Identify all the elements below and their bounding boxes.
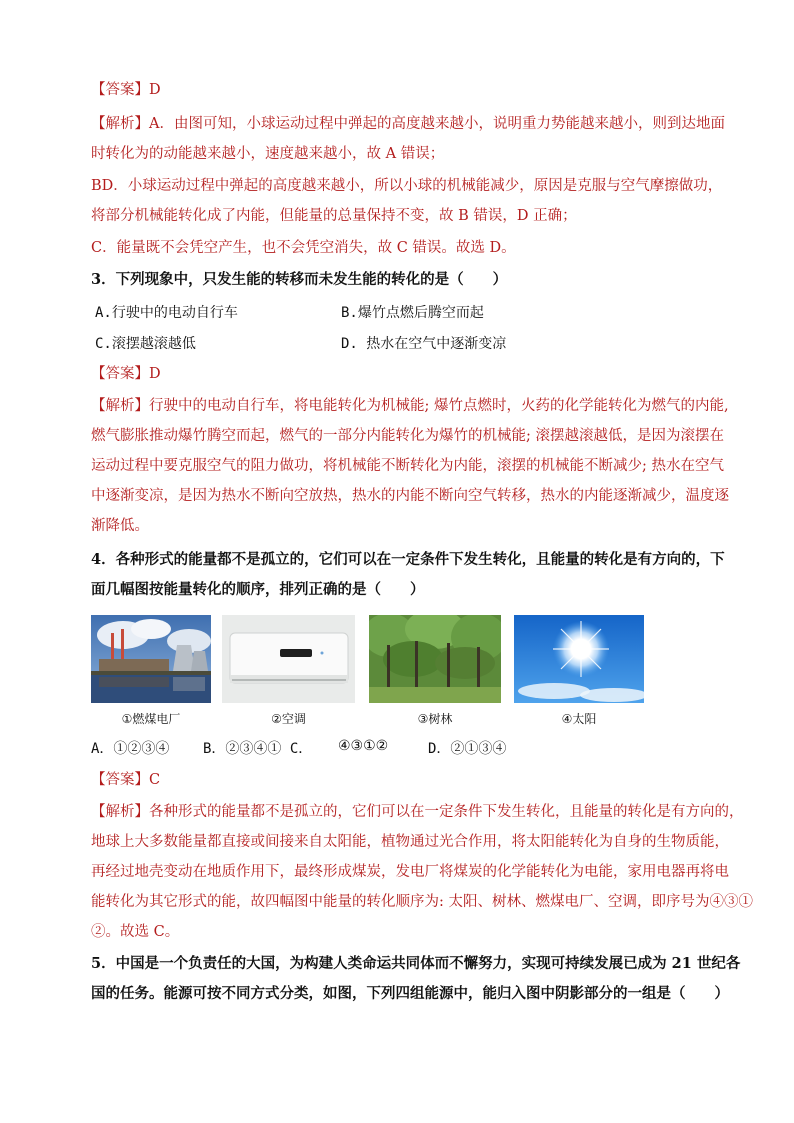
q4-analysis-line-4: 能转化为其它形式的能，故四幅图中能量的转化顺序为: 太阳、树林、燃煤电厂、空调，即序号为④③① — [91, 894, 753, 910]
q3-option-b: B.爆竹点燃后腾空而起 — [341, 305, 484, 321]
q4-option-d: D．②①③④ — [428, 741, 507, 757]
q4-analysis-line-1: 【解析】各种形式的能量都不是孤立的，它们可以在一定条件下发生转化，且能量的转化是有方向的， — [91, 804, 744, 820]
caption-power-plant: ①燃煤电厂 — [121, 712, 181, 726]
q2-analysis-line-4: 将部分机械能转化成了内能，但能量的总量保持不变，故 B 错误，D 正确； — [91, 208, 577, 224]
q4-analysis-line-2: 地球上大多数能量都直接或间接来自太阳能，植物通过光合作用，将太阳能转化为自身的生物质能， — [91, 834, 729, 850]
q5-stem-line-1: 5．中国是一个负责任的大国，为构建人类命运共同体而不懈努力，实现可持续发展已成为 21 世纪各 — [91, 955, 741, 972]
q3-option-a: A.行驶中的电动自行车 — [95, 305, 238, 321]
q4-option-a: A．①②③④ — [91, 741, 170, 757]
q4-analysis-line-3: 再经过地壳变动在地质作用下，最终形成煤炭，发电厂将煤炭的化学能转化为电能，家用电器再将电 — [91, 864, 729, 880]
q4-figure-row — [91, 615, 651, 725]
forest-image — [369, 615, 501, 703]
q3-stem: 3．下列现象中，只发生能的转移而未发生能的转化的是（ ） — [91, 271, 508, 288]
q2-analysis-line-1: 【解析】A．由图可知，小球运动过程中弹起的高度越来越小，说明重力势能越来越小，则到达地面 — [91, 116, 725, 132]
q3-analysis-line-4: 中逐渐变凉，是因为热水不断向空放热，热水的内能不断向空气转移，热水的内能逐渐减少，温度逐 — [91, 488, 729, 504]
q3-analysis-line-5: 渐降低。 — [91, 518, 149, 534]
q2-analysis-line-5: C．能量既不会凭空产生，也不会凭空消失，故 C 错误。故选 D。 — [91, 240, 516, 256]
q4-analysis-line-5: ②。故选 C。 — [91, 924, 180, 940]
q3-analysis-line-1: 【解析】行驶中的电动自行车，将电能转化为机械能; 爆竹点燃时，火药的化学能转化为燃气的内能, — [91, 398, 729, 414]
q2-analysis-line-2: 时转化为的动能越来越小，速度越来越小，故 A 错误； — [91, 146, 445, 162]
q3-option-d: D. 热水在空气中逐渐变凉 — [341, 336, 507, 352]
q4-answer: 【答案】C — [91, 772, 161, 788]
power-plant-image — [91, 615, 211, 703]
q4-stem-line-2: 面几幅图按能量转化的顺序，排列正确的是（ ） — [91, 581, 425, 598]
q4-stem-line-1: 4．各种形式的能量都不是孤立的，它们可以在一定条件下发生转化，且能量的转化是有方向的，下 — [91, 551, 725, 568]
q3-option-c: C.滚摆越滚越低 — [95, 336, 196, 352]
q2-answer: 【答案】D — [91, 82, 161, 98]
q4-option-b: B．②③④① C． — [203, 741, 313, 757]
q3-answer: 【答案】D — [91, 366, 161, 382]
air-conditioner-image — [222, 615, 355, 703]
q4-option-c: ④③①② — [338, 738, 389, 754]
q3-analysis-line-2: 燃气膨胀推动爆竹腾空而起，燃气的一部分内能转化为爆竹的机械能; 滚摆越滚越低，是因为滚摆在 — [91, 428, 724, 444]
caption-air-conditioner: ②空调 — [271, 712, 306, 726]
sun-image — [514, 615, 644, 703]
q2-analysis-line-3: BD．小球运动过程中弹起的高度越来越小，所以小球的机械能减少，原因是克服与空气摩擦做功， — [91, 178, 723, 194]
caption-sun: ④太阳 — [561, 712, 597, 726]
q3-analysis-line-3: 运动过程中要克服空气的阻力做功，将机械能不断转化为内能，滚摆的机械能不断减少; 热水在空气 — [91, 458, 724, 474]
caption-forest: ③树林 — [417, 712, 453, 726]
q5-stem-line-2: 国的任务。能源可按不同方式分类，如图，下列四组能源中，能归入图中阴影部分的一组是（ ） — [91, 985, 729, 1002]
